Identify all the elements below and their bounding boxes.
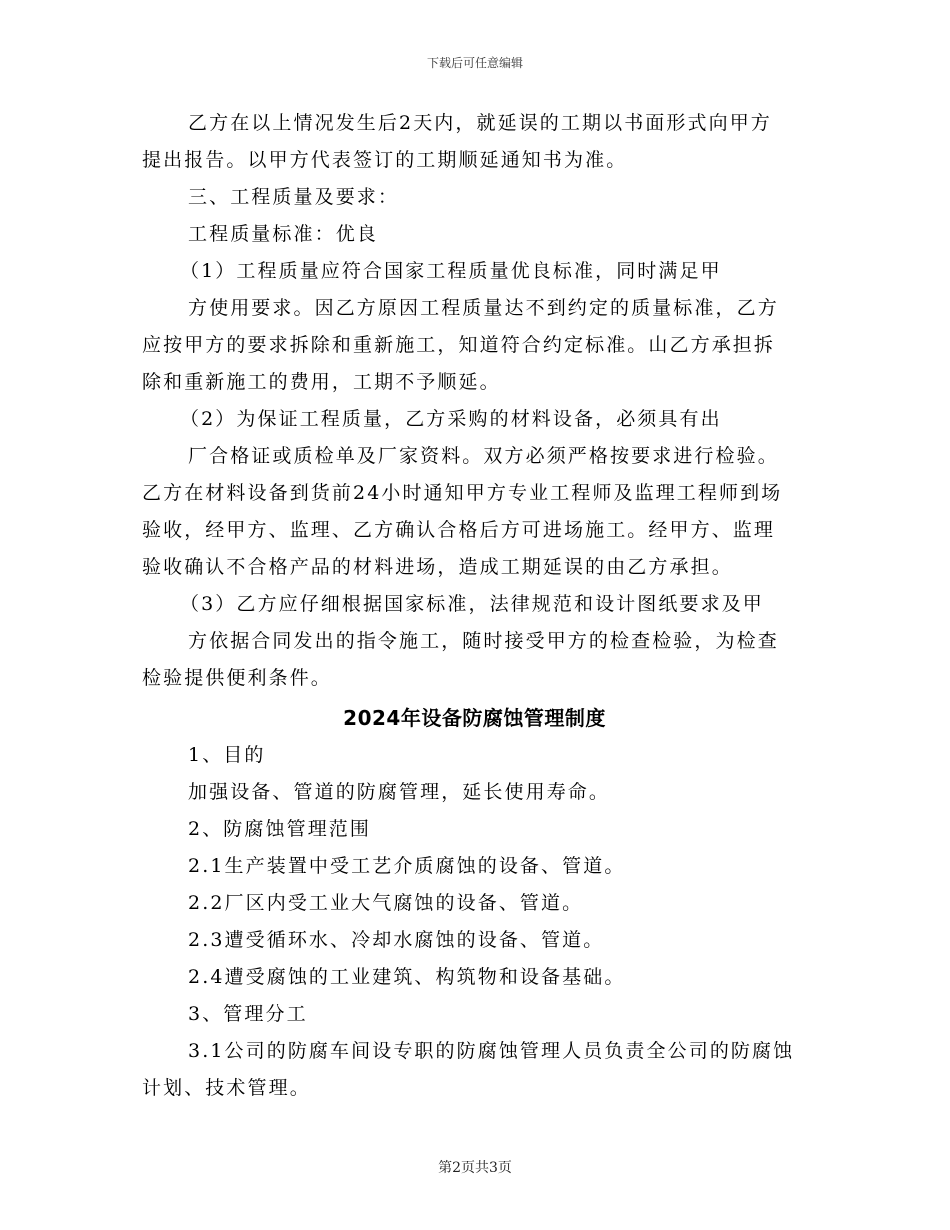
paragraph-line: 2.1生产装置中受工艺介质腐蚀的设备、管道。 [188, 855, 626, 877]
paragraph-line: 1、目的 [188, 744, 266, 766]
paragraph-line: 3、管理分工 [188, 1003, 308, 1025]
paragraph-line: （1）工程质量应符合国家工程质量优良标准，同时满足甲 [180, 260, 722, 282]
paragraph-line: 2、防腐蚀管理范围 [188, 818, 371, 840]
paragraph-line: 厂合格证或质检单及厂家资料。双方必须严格按要求进行检验。 [188, 445, 779, 467]
paragraph-line: 除和重新施工的费用，工期不予顺延。 [142, 371, 501, 393]
page-header: 下载后可任意编辑 [426, 56, 523, 70]
paragraph-line: 方依据合同发出的指令施工，随时接受甲方的检查检验，为检查 [188, 630, 779, 652]
page-footer: 第2页共3页 [438, 1160, 512, 1176]
paragraph-line: 应按甲方的要求拆除和重新施工，知道符合约定标准。山乙方承担拆 [142, 334, 776, 356]
paragraph-line: 工程质量标准：优良 [188, 223, 378, 245]
paragraph-line: 2.4遭受腐蚀的工业建筑、构筑物和设备基础。 [188, 966, 626, 988]
paragraph-line: （2）为保证工程质量，乙方采购的材料设备，必须具有出 [180, 408, 722, 430]
paragraph-line: （3）乙方应仔细根据国家标准，法律规范和设计图纸要求及甲 [180, 593, 764, 615]
paragraph-line: 验收，经甲方、监理、乙方确认合格后方可进场施工。经甲方、监理 [142, 519, 776, 541]
paragraph-line: 2.2厂区内受工业大气腐蚀的设备、管道。 [188, 892, 584, 914]
paragraph-line: 乙方在材料设备到货前24小时通知甲方专业工程师及监理工程师到场 [142, 482, 783, 504]
paragraph-line: 计划、技术管理。 [142, 1077, 311, 1099]
paragraph-line: 三、工程质量及要求： [188, 186, 400, 208]
paragraph-line: 乙方在以上情况发生后2天内，就延误的工期以书面形式向甲方 [188, 112, 772, 134]
section-title: 2024年设备防腐蚀管理制度 [343, 706, 606, 730]
paragraph-line: 方使用要求。因乙方原因工程质量达不到约定的质量标准，乙方 [188, 297, 779, 319]
paragraph-line: 加强设备、管道的防腐管理，延长使用寿命。 [188, 781, 611, 803]
paragraph-line: 3.1公司的防腐车间设专职的防腐蚀管理人员负责全公司的防腐蚀 [188, 1040, 795, 1062]
paragraph-line: 检验提供便利条件。 [142, 667, 332, 689]
document-body [142, 105, 807, 1107]
paragraph-line: 验收确认不合格产品的材料进场，造成工期延误的由乙方承担。 [142, 556, 733, 578]
paragraph-line: 2.3遭受循环水、冷却水腐蚀的设备、管道。 [188, 929, 605, 951]
paragraph-line: 提出报告。以甲方代表签订的工期顺延通知书为准。 [142, 149, 628, 171]
